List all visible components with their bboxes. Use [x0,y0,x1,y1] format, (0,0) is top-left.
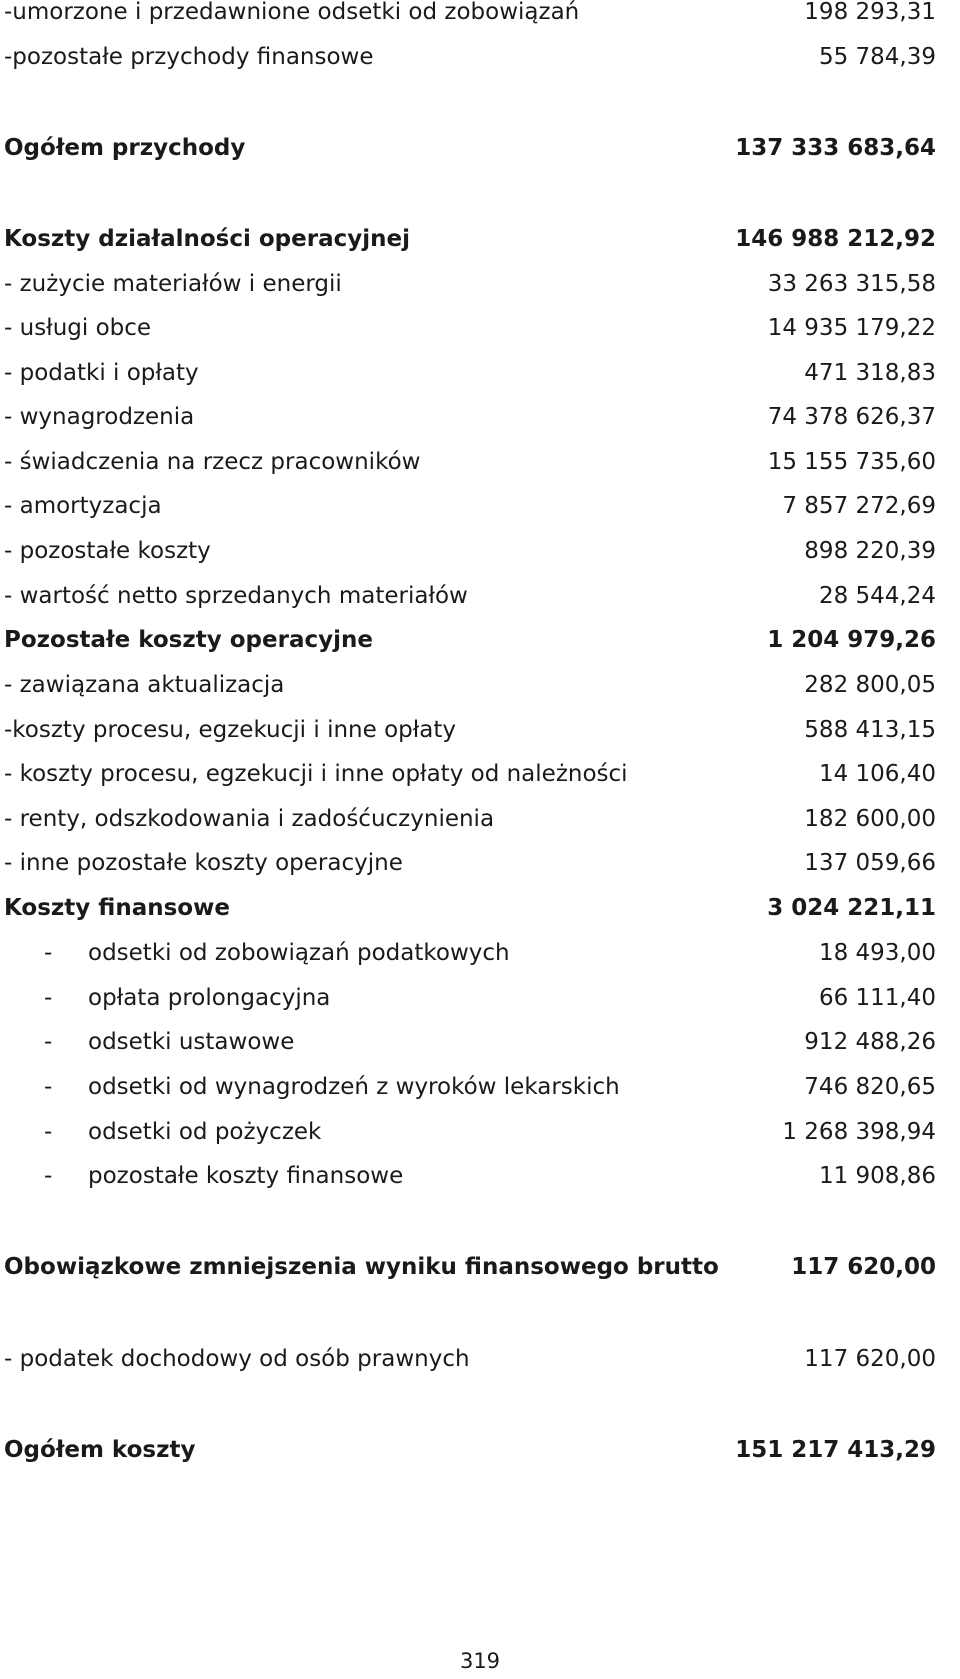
row-value: 55 784,39 [818,44,936,70]
row-swiadczenia [0,442,960,482]
row-label: pozostałe koszty finansowe [88,1163,404,1189]
row-podatki-i-oplaty [0,353,960,393]
row-label: - podatki i opłaty [4,360,199,386]
row-value: 11 908,86 [818,1163,936,1189]
row-label: - wynagrodzenia [4,404,195,430]
row-value: 3 024 221,11 [767,895,936,921]
row-odsetki-pozyczek [0,1112,960,1152]
row-label: - świadczenia na rzecz pracowników [4,449,421,475]
row-odsetki-wynagrodzen [0,1067,960,1107]
row-value: 66 111,40 [818,985,936,1011]
row-value: 282 800,05 [804,672,936,698]
row-value: 898 220,39 [804,538,936,564]
row-label: odsetki od zobowiązań podatkowych [88,940,510,966]
row-dash: - [44,985,53,1011]
row-label: -koszty procesu, egzekucji i inne opłaty [4,717,457,743]
row-label: - wartość netto sprzedanych materiałów [4,583,468,609]
row-ogolem-koszty [0,1430,960,1470]
row-value: 198 293,31 [804,0,936,25]
row-pozostale-koszty [0,531,960,571]
row-renty-odszkodowania [0,799,960,839]
row-label: Ogółem koszty [4,1437,196,1463]
row-oplata-prolongacyjna [0,978,960,1018]
row-umorzone-odsetki [0,0,960,32]
row-value: 471 318,83 [804,360,936,386]
row-value: 28 544,24 [818,583,936,609]
row-value: 746 820,65 [804,1074,936,1100]
row-inne-pozostale-koszty [0,843,960,883]
row-koszty-finansowe [0,888,960,928]
row-odsetki-podatkowe [0,933,960,973]
row-label: Koszty finansowe [4,895,230,921]
row-value: 146 988 212,92 [735,226,936,252]
row-amortyzacja [0,486,960,526]
row-value: 151 217 413,29 [735,1437,936,1463]
row-pozostale-koszty-operacyjne [0,620,960,660]
row-dash: - [44,1029,53,1055]
page-number: 319 [459,1649,501,1673]
row-label: - zawiązana aktualizacja [4,672,285,698]
row-dash: - [44,1163,53,1189]
row-label: - renty, odszkodowania i zadośćuczynienia [4,806,495,832]
row-zawiazana-aktualizacja [0,665,960,705]
row-value: 912 488,26 [804,1029,936,1055]
row-value: 117 620,00 [791,1254,936,1280]
row-uslugi-obce [0,308,960,348]
row-value: 117 620,00 [804,1346,936,1372]
row-value: 74 378 626,37 [767,404,936,430]
row-label: - zużycie materiałów i energii [4,271,342,297]
row-value: 15 155 735,60 [767,449,936,475]
row-label: -umorzone i przedawnione odsetki od zobowiązań [4,0,580,25]
row-value: 14 106,40 [818,761,936,787]
row-label: - koszty procesu, egzekucji i inne opłaty od należności [4,761,628,787]
row-label: opłata prolongacyjna [88,985,331,1011]
row-label: odsetki od wynagrodzeń z wyroków lekarskich [88,1074,620,1100]
row-value: 137 059,66 [804,850,936,876]
row-value: 14 935 179,22 [767,315,936,341]
row-obowiazkowe-zmniejszenia [0,1247,960,1287]
row-label: - usługi obce [4,315,152,341]
row-label: Pozostałe koszty operacyjne [4,627,373,653]
row-label: -pozostałe przychody finansowe [4,44,374,70]
row-label: Ogółem przychody [4,135,246,161]
row-wynagrodzenia [0,397,960,437]
row-value: 18 493,00 [818,940,936,966]
row-value: 1 268 398,94 [782,1119,936,1145]
row-koszty-procesu-naleznosci [0,754,960,794]
row-value: 182 600,00 [804,806,936,832]
row-dash: - [44,940,53,966]
row-ogolem-przychody [0,128,960,168]
row-dash: - [44,1119,53,1145]
row-label: Obowiązkowe zmniejszenia wyniku finansowego brutto [4,1254,719,1280]
row-value: 588 413,15 [804,717,936,743]
row-label: Koszty działalności operacyjnej [4,226,410,252]
row-label: - pozostałe koszty [4,538,211,564]
row-odsetki-ustawowe [0,1022,960,1062]
row-label: - amortyzacja [4,493,162,519]
row-koszty-dzialalnosci-operacyjnej [0,219,960,259]
row-pozostale-przychody-finansowe [0,37,960,77]
row-podatek-dochodowy [0,1339,960,1379]
row-dash: - [44,1074,53,1100]
row-value: 1 204 979,26 [767,627,936,653]
row-label: - inne pozostałe koszty operacyjne [4,850,403,876]
row-value: 33 263 315,58 [767,271,936,297]
row-label: - podatek dochodowy od osób prawnych [4,1346,470,1372]
row-pozostale-koszty-finansowe [0,1156,960,1196]
row-value: 137 333 683,64 [735,135,936,161]
row-wartosc-netto [0,576,960,616]
row-zuzycie-materialow [0,264,960,304]
row-value: 7 857 272,69 [782,493,936,519]
row-koszty-procesu [0,710,960,750]
row-label: odsetki od pożyczek [88,1119,322,1145]
row-label: odsetki ustawowe [88,1029,295,1055]
